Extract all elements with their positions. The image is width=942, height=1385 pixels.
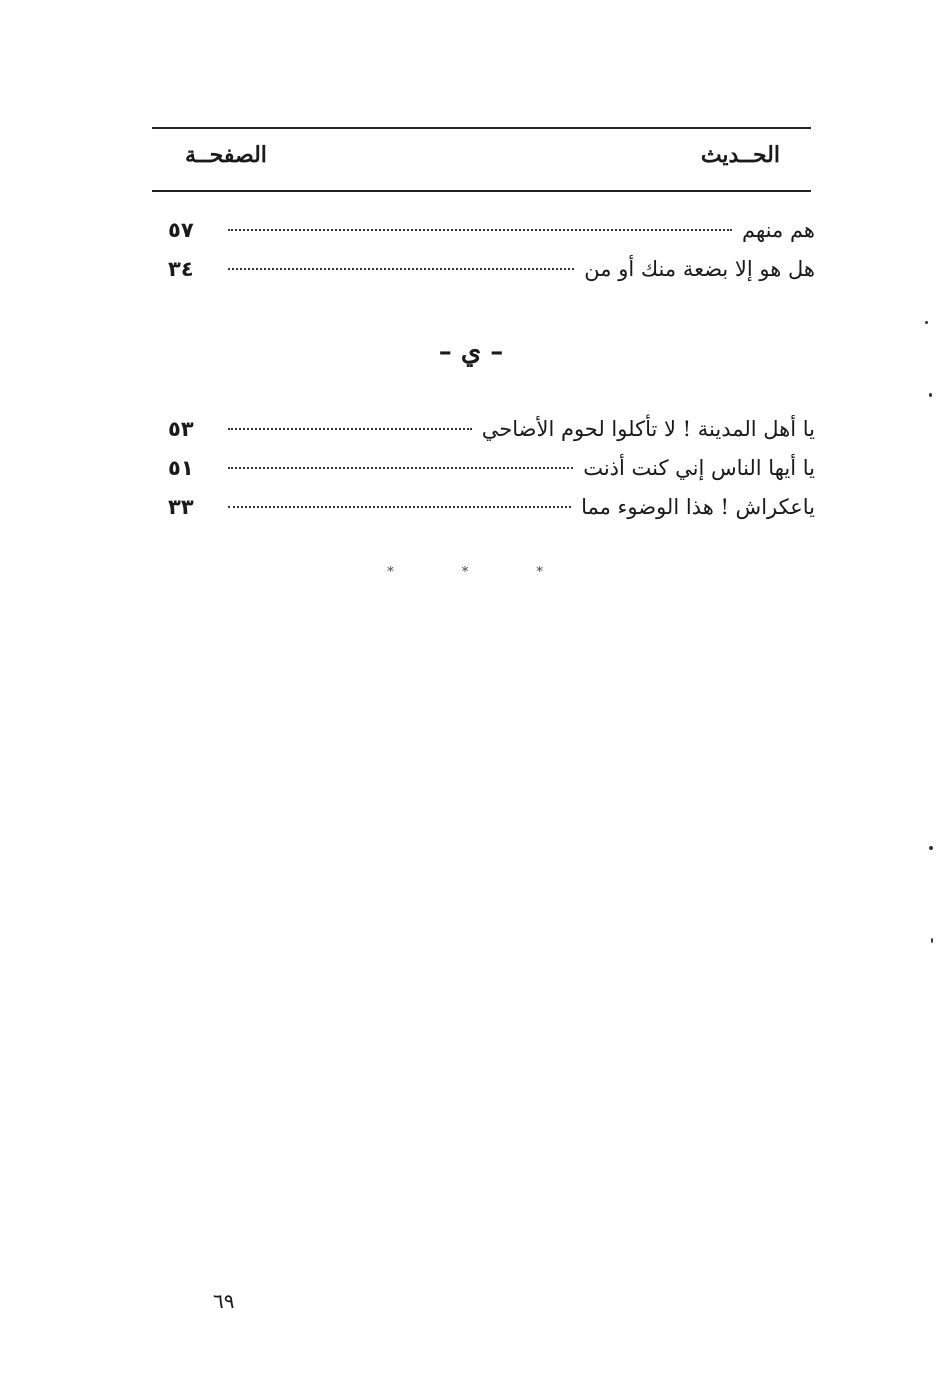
entry-page-number: ٣٤ [168,257,194,281]
dot-leader [228,428,472,430]
dot-leader [228,506,571,508]
page-column-heading: الصفحــة [185,142,267,168]
index-entry [168,410,815,449]
page-number: ٦٩ [213,1289,235,1313]
dot-leader [228,268,574,270]
scan-speck [929,846,933,850]
entry-page-number: ٥٣ [168,417,194,441]
dot-leader [228,229,732,231]
entry-page-number: ٥١ [168,456,194,480]
scan-speck [931,938,933,943]
index-entries-group-1 [168,211,815,289]
letter-section-heading: – ي – [438,337,504,367]
index-entry [168,211,815,250]
entry-text: يا أهل المدينة ! لا تأكلوا لحوم الأضاحي [481,417,815,441]
header-bottom-rule [152,190,811,192]
entry-text: هل هو إلا بضعة منك أو من [584,257,815,281]
scan-speck [929,393,932,397]
index-entries-group-2 [168,410,815,527]
hadith-column-heading: الحــديث [700,142,780,168]
dot-leader [228,467,573,469]
header-top-rule [152,127,811,129]
entry-page-number: ٣٣ [168,495,194,519]
scan-speck [925,321,928,324]
index-entry [168,250,815,289]
entry-text: ياعكراش ! هذا الوضوء مما [581,495,815,519]
entry-text: يا أيها الناس إني كنت أذنت [583,456,815,480]
index-entry [168,449,815,488]
section-end-stars: * * * [387,565,575,580]
entry-page-number: ٥٧ [168,218,194,242]
index-entry [168,488,815,527]
entry-text: هم منهم [742,218,815,242]
